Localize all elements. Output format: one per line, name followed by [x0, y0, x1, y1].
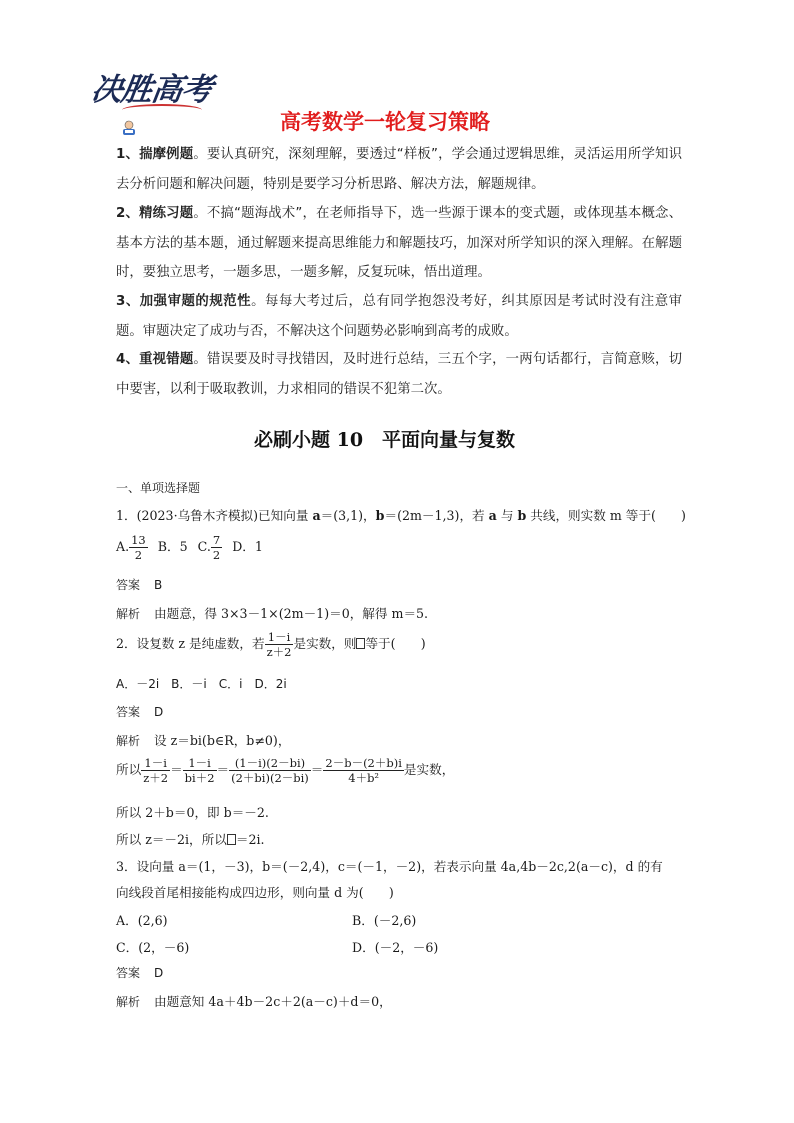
q1-answer [116, 576, 162, 593]
strategy-number: 1、 [116, 147, 140, 162]
q1-text: 与 [496, 508, 518, 523]
strategy-body: 。错误要及时寻找错因，及时进行总结，三五个字，一两句话都行，言简意赅，切中要害，以利于吸取教训，力求相同的错误不犯第二次。 [116, 352, 683, 397]
analysis-text: 所以 z＝－2i，所以 [116, 832, 227, 847]
option-c-label: C. [197, 539, 211, 554]
strategy-body: 。每每大考过后，总有同学抱怨没考好，纠其原因是考试时没有注意审题。审题决定了成功与否，不解决这个问题势必影响到高考的成败。 [116, 294, 683, 339]
section-title: 必刷小题 10 平面向量与复数 [254, 429, 516, 451]
strategy-body: 。不搞“题海战术”，在老师指导下，选一些源于课本的变式题，或体现基本概念、基本方法的基本题，通过解题来提高思维能力和解题技巧，加深对所学知识的深入理解。在解题时，要独立思考，一题多思，一题多解，反复玩味，悟出道理。 [116, 206, 683, 280]
option-c: C．(2，－6) [116, 940, 190, 955]
frac-den: 4＋b² [348, 771, 380, 785]
page-title: 高考数学一轮复习策略 [280, 110, 490, 134]
q2-analysis-line4 [116, 829, 264, 848]
q2-text: 是实数，则 [293, 636, 357, 651]
strategy-number: 3、 [116, 294, 140, 309]
strategy-body: 。要认真研究，深刻理解，要透过“样板”，学会通过逻辑思维，灵活运用所学知识去分析问题和解决问题，特别是要学习分析思路、解决方法，解题规律。 [116, 147, 683, 192]
vector-b: b [375, 508, 385, 523]
option-c-fraction [211, 533, 222, 562]
q1-text: 1．(2023·乌鲁木齐模拟)已知向量 [116, 508, 313, 523]
strategy-heading: 重视错题 [139, 352, 194, 367]
brand-logo [88, 60, 217, 142]
analysis-text: 由题意，得 3×3－1×(2m－1)＝0，解得 m＝5. [154, 606, 429, 621]
analysis-text: ＝2i. [235, 832, 265, 847]
frac-den: 2 [134, 548, 143, 562]
frac-den: z＋2 [266, 645, 292, 659]
strategy-1 [116, 140, 682, 199]
fraction-1 [141, 756, 170, 785]
fraction-4 [323, 756, 404, 785]
analysis-text: 设 z＝bi(b∈R，b≠0)， [154, 733, 291, 748]
strategy-heading: 精练习题 [139, 206, 194, 221]
question-3-stem-line1: 3．设向量 a＝(1，－3)，b＝(－2,4)，c＝(－1，－2)，若表示向量 4a,4b－2c,2(a－c)，d 的有 [116, 859, 663, 874]
logo-text: 决胜高考 [88, 72, 215, 108]
vector-a: a [312, 508, 321, 523]
strategy-3 [116, 287, 682, 346]
option-d: D．1 [232, 539, 263, 554]
analysis-label: 解析 [116, 995, 141, 1009]
q2-text: 2．设复数 z 是纯虚数，若 [116, 636, 265, 651]
strategy-number: 2、 [116, 206, 140, 221]
answer-value: D [154, 966, 164, 980]
analysis-text: 所以 [116, 762, 142, 777]
mascot-icon [120, 120, 138, 136]
q2-analysis-line3: 所以 2＋b＝0，即 b＝－2. [116, 805, 269, 820]
q3-answer [116, 964, 163, 981]
q2-fraction [265, 630, 294, 659]
q2-text: 等于( ) [365, 636, 426, 651]
option-b: B．(－2,6) [352, 913, 417, 928]
frac-num: 1－i [141, 756, 170, 771]
strategy-2 [116, 199, 682, 288]
analysis-label: 解析 [116, 734, 141, 748]
option-b: B．5 [157, 539, 188, 554]
q2-answer [116, 703, 163, 720]
option-a: A．(2,6) [116, 913, 168, 928]
q3-analysis [116, 991, 392, 1010]
frac-den: (2＋bi)(2－bi) [231, 771, 309, 785]
frac-num: 1－i [183, 756, 217, 771]
answer-label: 答案 [116, 705, 141, 719]
option-a-label: A. [116, 539, 130, 554]
q1-analysis [116, 603, 428, 622]
q1-text: ＝(2m－1,3)，若 [384, 508, 489, 523]
question-1-options [116, 533, 263, 562]
analysis-label: 解析 [116, 607, 141, 621]
frac-num: 7 [212, 533, 221, 547]
question-3-stem-line2: 向线段首尾相接能构成四边形，则向量 d 为( ) [116, 885, 394, 900]
analysis-text: 是实数， [403, 762, 455, 777]
question-2-options: A．－2i B．－i C．i D．2i [116, 677, 287, 691]
vector-a: a [488, 508, 497, 523]
q1-text: ＝(3,1)， [320, 508, 376, 523]
frac-den: 2 [212, 548, 221, 562]
logo-swoosh [122, 104, 202, 116]
analysis-text: 由题意知 4a＋4b－2c＋2(a－c)＋d＝0， [154, 994, 392, 1009]
frac-den: z＋2 [143, 771, 169, 785]
strategy-number: 4、 [116, 352, 140, 367]
answer-label: 答案 [116, 966, 141, 980]
frac-num: (1－i)(2－bi) [229, 756, 311, 771]
frac-num: 1－i [265, 630, 294, 645]
strategy-4 [116, 345, 682, 404]
question-2-stem [116, 630, 426, 659]
q2-analysis-line2: 所以 $\frac{1-i}{z+2}$ ＝ $\frac{1-i}{bi+2}$ ＝ $\frac{(1-i)(2-bi)}{(2+bi)(2-bi)}$ ＝ $\frac{2-b-(2+b)i}{\text{4＋b²}}$ 是实数， [116, 756, 455, 785]
q1-text: 共线，则实数 m 等于( ) [526, 508, 686, 523]
answer-value: D [154, 705, 164, 719]
vector-b: b [517, 508, 527, 523]
placeholder-box-icon [227, 834, 236, 845]
fraction-2 [183, 756, 217, 785]
strategy-heading: 揣摩例题 [139, 147, 194, 162]
strategy-heading: 加强审题的规范性 [139, 294, 252, 309]
answer-label: 答案 [116, 578, 141, 592]
answer-value: B [154, 578, 163, 592]
frac-num: 13 [131, 533, 146, 547]
part-heading: 一、单项选择题 [116, 481, 201, 495]
q2-analysis-line1 [116, 730, 290, 749]
option-d: D．(－2，－6) [352, 940, 439, 955]
option-a-fraction [129, 533, 148, 562]
frac-den: bi＋2 [184, 771, 215, 785]
frac-num: 2－b－(2＋b)i [325, 756, 402, 770]
question-1-stem [116, 505, 686, 524]
fraction-3 [229, 756, 311, 785]
